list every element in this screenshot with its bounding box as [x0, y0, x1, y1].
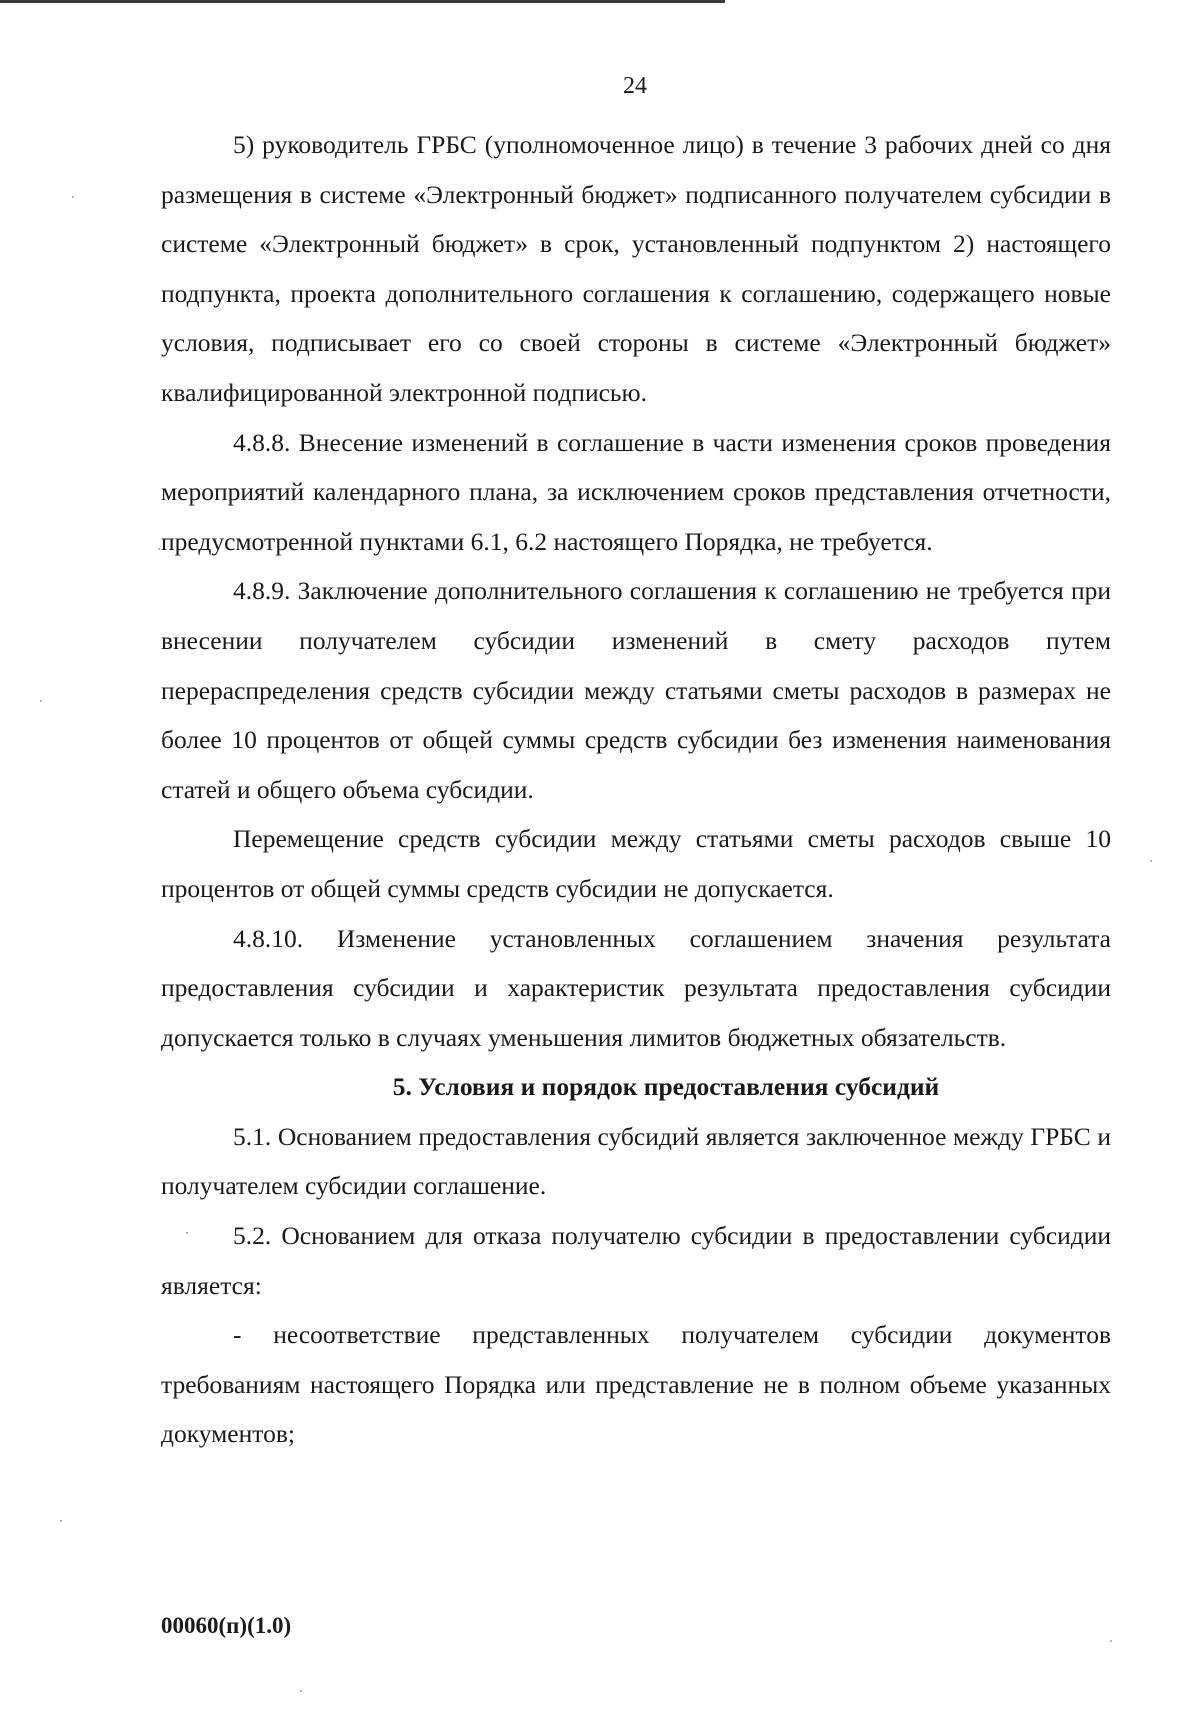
scan-speck	[158, 548, 160, 550]
paragraph-4-8-10: 4.8.10. Изменение установленных соглашением значения результата предоставления субсидии и характеристик результата предоставления субсидии допускается только в случаях уменьшения лимитов бюджетных обязательств.	[161, 923, 1111, 1052]
top-border-line	[0, 0, 725, 3]
paragraph-4-8-9: 4.8.9. Заключение дополнительного соглашения к соглашению не требуется при внесении получателем субсидии изменений в смету расходов путем перераспределения средств субсидии между статьями сметы расходов в размерах не более 10 процентов от общей суммы средств субсидии без изменения наименования статей и общего объема субсидии.	[161, 576, 1111, 804]
document-body	[161, 120, 1111, 1459]
paragraph-refusal-reason: - несоответствие представленных получателем субсидии документов требованиям настоящего Порядка или представление не в полном объеме указанных документов;	[161, 1320, 1111, 1449]
scan-speck	[186, 1232, 188, 1234]
section-heading: 5. Условия и порядок предоставления субсидий	[392, 1072, 940, 1102]
page-number: 24	[623, 73, 647, 99]
scan-speck	[1110, 1640, 1112, 1642]
scan-speck	[60, 1520, 62, 1522]
scan-speck	[1150, 860, 1152, 862]
document-code: 00060(п)(1.0)	[161, 1613, 292, 1638]
paragraph-5-1: 5.1. Основанием предоставления субсидий является заключенное между ГРБС и получателем субсидии соглашение.	[161, 1121, 1111, 1201]
paragraph-5-subitem: 5) руководитель ГРБС (уполномоченное лицо) в течение 3 рабочих дней со дня размещения в системе «Электронный бюджет» подписанного получателем субсидии в системе «Электронный бюджет» в срок, установленный подпунктом 2) настоящего подпункта, проекта дополнительного соглашения к соглашению, содержащего новые условия, подписывает его со своей стороны в системе «Электронный бюджет» квалифицированной электронной подписью.	[161, 130, 1111, 407]
scan-speck	[300, 1690, 302, 1692]
scan-speck	[40, 700, 42, 702]
paragraph-transfer-limit: Перемещение средств субсидии между статьями сметы расходов свыше 10 процентов от общей суммы средств субсидии не допускается.	[161, 824, 1111, 903]
paragraph-4-8-8: 4.8.8. Внесение изменений в соглашение в части изменения сроков проведения мероприятий календарного плана, за исключением сроков представления отчетности, предусмотренной пунктами 6.1, 6.2 настоящего Порядка, не требуется.	[161, 427, 1111, 556]
scan-speck	[72, 196, 74, 198]
paragraph-5-2: 5.2. Основанием для отказа получателю субсидии в предоставлении субсидии является:	[161, 1221, 1111, 1300]
